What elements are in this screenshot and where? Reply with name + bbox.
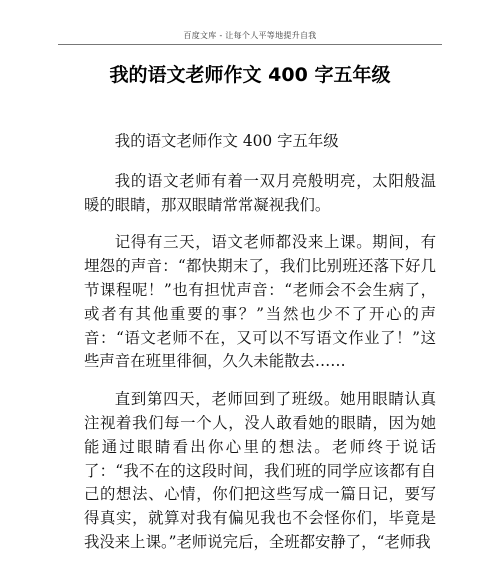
paragraph-3: 直到第四天，老师回到了班级。她用眼睛认真注视着我们每一个人，没人敢看她的眼睛，因为她能通过眼睛看出你心里的想法。老师终于说话了：“我不在的这段时间，我们班的同学应该都有自己的想法、心情，你们把这些写成一篇日记，要写得真实，就算对我有偏见我也不会怪你们，毕竟是我没来上课。”老师说完后，全班都安静了，“老师我 — [84, 390, 436, 551]
paragraph-2: 记得有三天，语文老师都没来上课。期间，有埋怨的声音：“都快期末了，我们比别班还落下好几节课程呢！”也有担忧声音：“老师会不会生病了，或者有其他重要的事？”当然也少不了开心的声音：“语文老师不在，又可以不写语文作业了！”这些声音在班里徘徊，久久未能散去…… — [84, 233, 436, 371]
document-subtitle: 我的语文老师作文 400 字五年级 — [114, 132, 339, 150]
paragraph-1: 我的语文老师有着一双月亮般明亮，太阳般温暖的眼睛，那双眼睛常常凝视我们。 — [84, 171, 436, 214]
document-body — [84, 130, 436, 565]
header-divider — [58, 44, 442, 45]
document-title: 我的语文老师作文 400 字五年级 — [109, 64, 391, 86]
page-header: 百度文库 - 让每个人平等地提升自我 — [183, 31, 317, 40]
